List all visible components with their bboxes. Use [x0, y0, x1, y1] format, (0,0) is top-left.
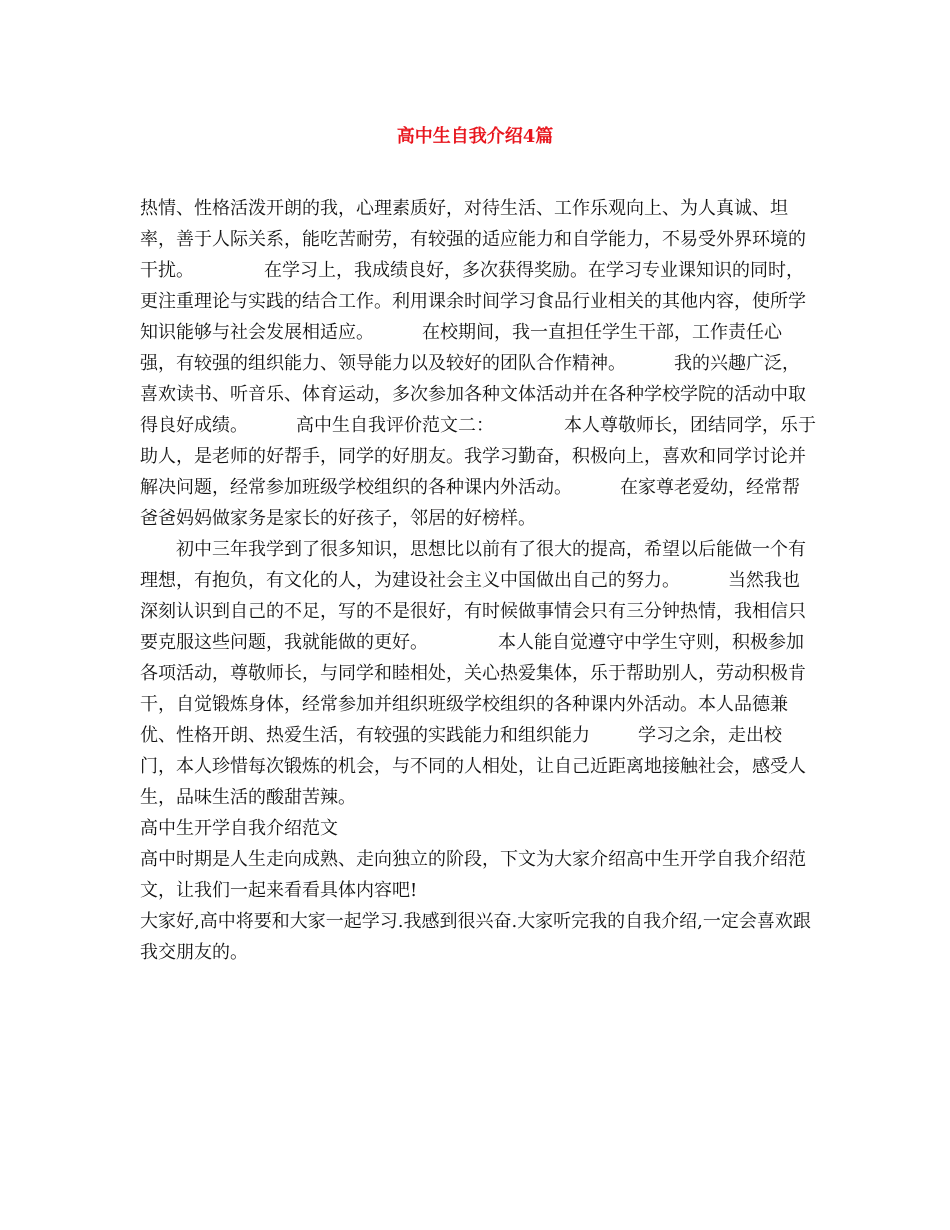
intro-paragraph: 高中时期是人生走向成熟、走向独立的阶段，下文为大家介绍高中生开学自我介绍范文，让我们一起来看看具体内容吧! — [140, 849, 806, 901]
paragraph-2-text-b: 当然我也深刻认识到自己的不足，写的不是很好，有时候做事情会只有三分钟热情，我相信只要克服这些问题，我就能做的更好。 — [140, 570, 806, 653]
paragraph-2-text-a: 初中三年我学到了很多知识，思想比以前有了很大的提高，希望以后能做一个有理想，有抱负，有文化的人，为建设社会主义中国做出自己的努力。 — [140, 539, 806, 591]
paragraph-1-text-f: 本人尊敬师长，团结同学，乐于助人，是老师的好帮手，同学的好朋友。我学习勤奋，积极向上，喜欢和同学讨论并解决问题，经常参加班级学校组织的各种课内外活动。 — [140, 415, 816, 498]
paragraph-1-text-d: 我的兴趣广泛，喜欢读书、听音乐、体育运动，多次参加各种文体活动并在各种学校学院的活动中取得良好成绩。 — [140, 353, 806, 436]
paragraph-1-text-a: 热情、性格活泼开朗的我，心理素质好，对待生活、工作乐观向上、为人真诚、坦率，善于人际关系，能吃苦耐劳，有较强的适应能力和自学能力，不易受外界环境的干扰。 — [140, 198, 806, 281]
speech-paragraph: 大家好,高中将要和大家一起学习.我感到很兴奋.大家听完我的自我介绍,一定会喜欢跟我交朋友的。 — [140, 911, 811, 963]
document-title: 高中生自我介绍4篇 — [396, 126, 554, 147]
paragraph-2-text-d: 学习之余，走出校门，本人珍惜每次锻炼的机会，与不同的人相处，让自己近距离地接触社会，感受人生，品味生活的酸甜苦辣。 — [140, 725, 806, 808]
document-body — [140, 193, 816, 968]
paragraph-1-text-g: 在家尊老爱幼，经常帮爸爸妈妈做家务是家长的好孩子，邻居的好榜样。 — [140, 477, 800, 529]
section-heading: 高中生开学自我介绍范文 — [140, 818, 338, 839]
paragraph-1-text-b: 在学习上，我成绩良好，多次获得奖励。在学习专业课知识的同时，更注重理论与实践的结合工作。利用课余时间学习食品行业相关的其他内容，使所学知识能够与社会发展相适应。 — [140, 260, 806, 343]
paragraph-2-text-c: 本人能自觉遵守中学生守则，积极参加各项活动，尊敬师长，与同学和睦相处，关心热爱集体，乐于帮助别人，劳动积极肯干，自觉锻炼身体，经常参加并组织班级学校组织的各种课内外活动。本人品德兼优、性格开朗、热爱生活，有较强的实践能力和组织能力 — [140, 632, 806, 746]
paragraph-1 — [140, 193, 816, 534]
paragraph-1-text-c: 在校期间，我一直担任学生干部，工作责任心强，有较强的组织能力、领导能力以及较好的团队合作精神。 — [140, 322, 782, 374]
paragraph-2 — [140, 534, 816, 813]
paragraph-1-text-e: 高中生自我评价范文二： — [296, 415, 494, 436]
